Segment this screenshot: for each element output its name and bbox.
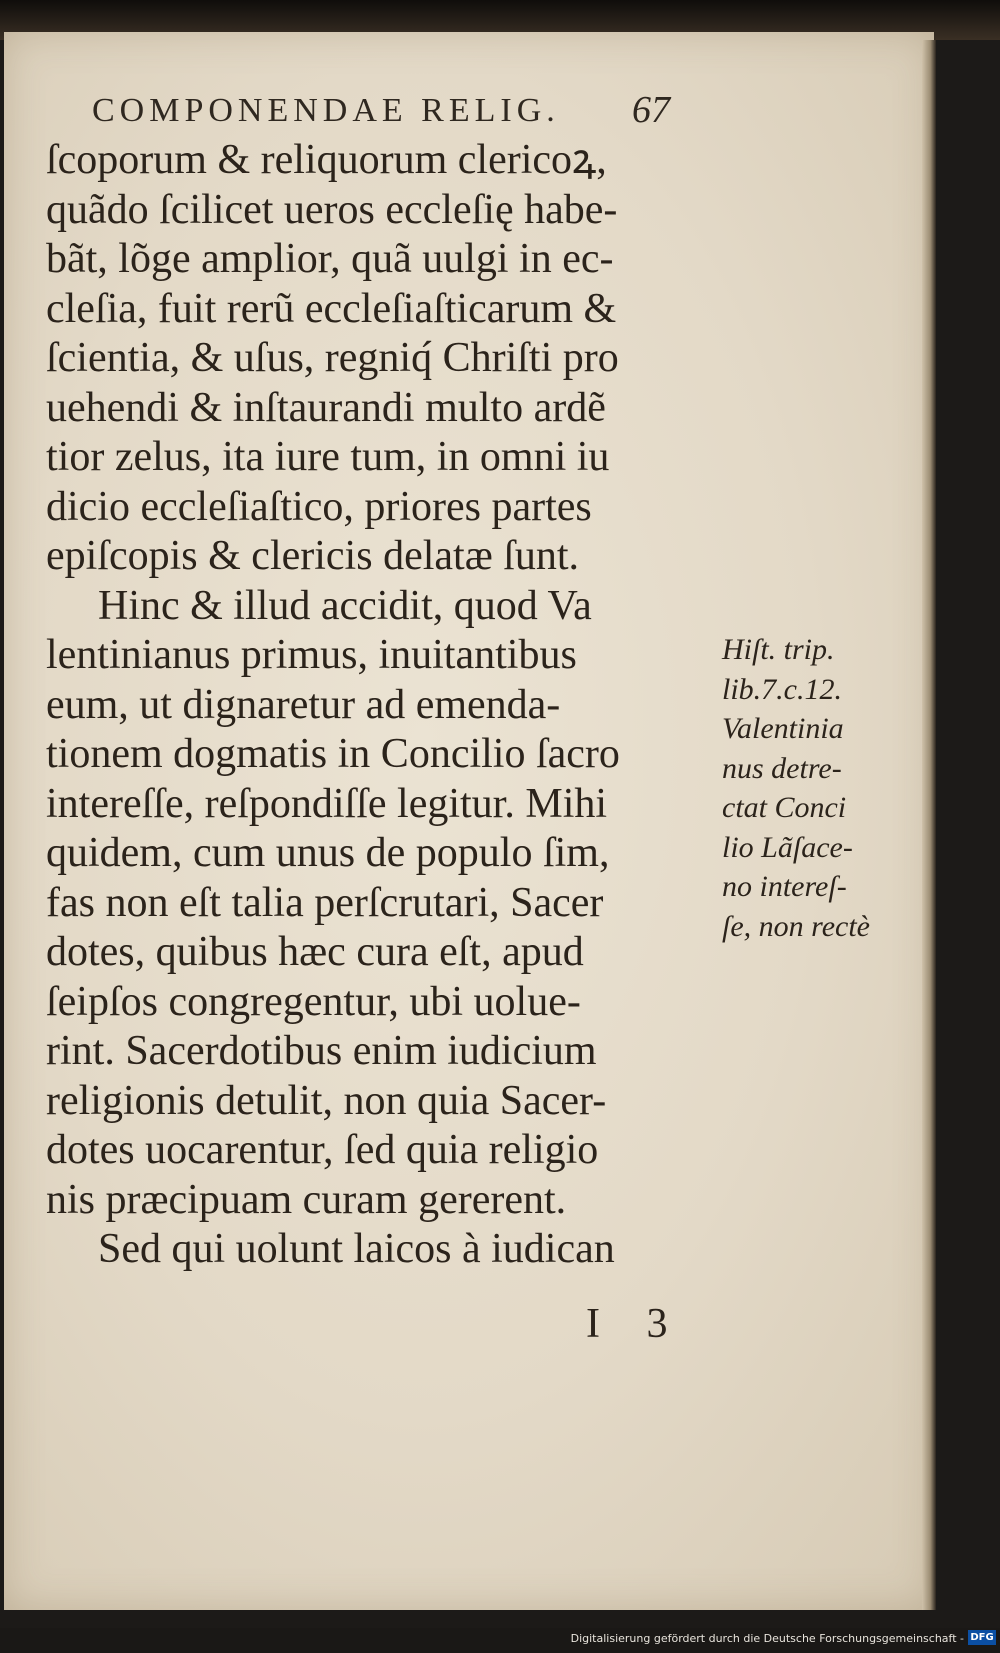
marginal-line: nus detre- <box>722 751 842 785</box>
text-line: epiſcopis & clericis delatæ ſunt. <box>46 533 580 579</box>
text-line: ſeipſos congregentur, ubi uolue- <box>46 978 581 1025</box>
text-line: ſcoporum & reliquorum clericoꝝ, <box>46 137 607 183</box>
marginal-line: ſe, non rectè <box>722 909 870 943</box>
paragraph-start-line: Hinc & illud accidit, quod Va <box>98 582 592 629</box>
text-line: dotes uocarentur, ſed quia religio <box>46 1127 599 1173</box>
signature-mark: I 3 <box>586 1301 686 1347</box>
dfg-logo: DFG <box>968 1630 996 1645</box>
text-line: dotes, quibus hæc cura eſt, apud <box>46 929 584 975</box>
running-head-title: COMPONENDAE RELIG. <box>92 92 560 129</box>
text-line: tior zelus, ita iure tum, in omni iu <box>46 434 610 480</box>
text-line: nis præcipuam curam gererent. <box>46 1176 567 1223</box>
page-edge <box>922 40 936 1610</box>
text-line: dicio eccleſiaſtico, priores partes <box>46 483 592 530</box>
running-head <box>92 89 712 131</box>
marginal-line: Valentinia <box>722 712 844 745</box>
text-line: quidem, cum unus de populo ſim, <box>46 830 610 876</box>
marginal-line: lio Lãſace- <box>722 830 853 864</box>
text-line: lentinianus primus, inuitantibus <box>46 632 577 678</box>
text-line: ſcientia, & uſus, regniq́ Chriſti pro <box>46 335 619 381</box>
marginal-line: ctat Conci <box>722 791 847 824</box>
text-line: religionis detulit, non quia Sacer- <box>46 1077 607 1124</box>
marginal-line: lib.7.c.12. <box>722 672 842 706</box>
marginal-note <box>722 630 922 946</box>
text-line: fas non eſt talia perſcrutari, Sacer <box>46 879 604 926</box>
text-line: bãt, lõge amplior, quã uulgi in ec- <box>46 236 614 282</box>
marginal-line: no intereſ- <box>722 870 847 903</box>
page-number: 67 <box>632 89 670 131</box>
marginal-line: Hiſt. trip. <box>722 633 835 666</box>
text-line: tionem dogmatis in Concilio ſacro <box>46 731 620 777</box>
text-line: cleſia, fuit rerũ eccleſiaſticarum & <box>46 285 617 332</box>
text-line: intereſſe, reſpondiſſe legitur. Mihi <box>46 780 608 827</box>
text-line: eum, ut dignaretur ad emenda- <box>46 681 561 728</box>
text-line: quãdo ſcilicet ueros eccleſię habe- <box>46 186 618 233</box>
body-text <box>46 136 726 1275</box>
paragraph-start-line: Sed qui uolunt laicos à iudican <box>98 1226 615 1272</box>
footer-credit: Digitalisierung gefördert durch die Deutsche Forschungsgemeinschaft - <box>570 1632 964 1645</box>
text-line: rint. Sacerdotibus enim iudicium <box>46 1028 597 1074</box>
text-line: uehendi & inſtaurandi multo ardẽ <box>46 384 606 431</box>
